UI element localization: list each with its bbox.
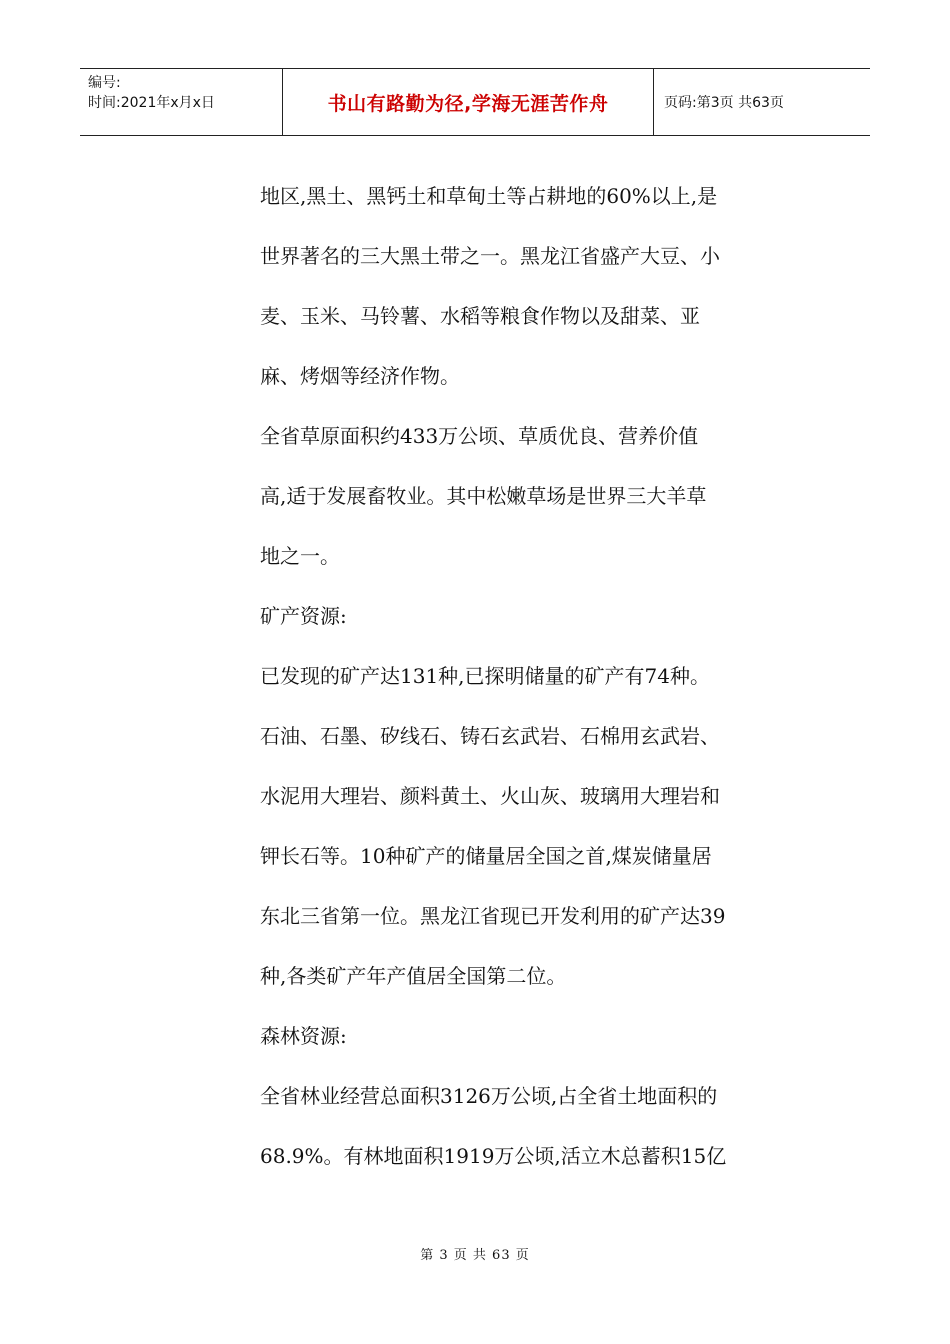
page-header [80, 68, 870, 136]
body-line: 高,适于发展畜牧业。其中松嫩草场是世界三大羊草 [260, 484, 707, 508]
body-line: 全省草原面积约433万公顷、草质优良、营养价值 [260, 424, 699, 448]
body-line: 麻、烤烟等经济作物。 [260, 364, 460, 388]
body-line: 世界著名的三大黑土带之一。黑龙江省盛产大豆、小 [260, 244, 720, 268]
page-footer [0, 1244, 950, 1263]
body-line: 麦、玉米、马铃薯、水稻等粮食作物以及甜菜、亚 [260, 304, 700, 328]
header-motto: 书山有路勤为径,学海无涯苦作舟 [327, 92, 609, 115]
body-line: 东北三省第一位。黑龙江省现已开发利用的矿产达39 [260, 904, 726, 928]
body-line: 68.9%。有林地面积1919万公顷,活立木总蓄积15亿 [260, 1144, 727, 1168]
body-line: 水泥用大理岩、颜料黄土、火山灰、玻璃用大理岩和 [260, 784, 720, 808]
body-line: 全省林业经营总面积3126万公顷,占全省土地面积的 [260, 1084, 718, 1108]
header-page-info: 页码:第3页 共63页 [664, 95, 784, 111]
body-line: 地区,黑土、黑钙土和草甸土等占耕地的60%以上,是 [260, 184, 718, 208]
header-page-info-cell [654, 69, 870, 135]
header-motto-cell [282, 69, 654, 135]
body-line: 地之一。 [260, 544, 340, 568]
section-heading-forest: 森林资源: [260, 1024, 347, 1048]
footer-page-number: 第 3 页 共 63 页 [420, 1248, 530, 1263]
body-line: 种,各类矿产年产值居全国第二位。 [260, 964, 567, 988]
document-number-label: 编号: [88, 75, 121, 91]
body-line: 石油、石墨、矽线石、铸石玄武岩、石棉用玄武岩、 [260, 724, 720, 748]
section-heading-minerals: 矿产资源: [260, 604, 347, 628]
body-line: 已发现的矿产达131种,已探明储量的矿产有74种。 [260, 664, 710, 688]
header-meta [80, 69, 282, 135]
document-body [260, 172, 820, 1192]
document-date-label: 时间:2021年x月x日 [88, 95, 215, 111]
body-line: 钾长石等。10种矿产的储量居全国之首,煤炭储量居 [260, 844, 712, 868]
